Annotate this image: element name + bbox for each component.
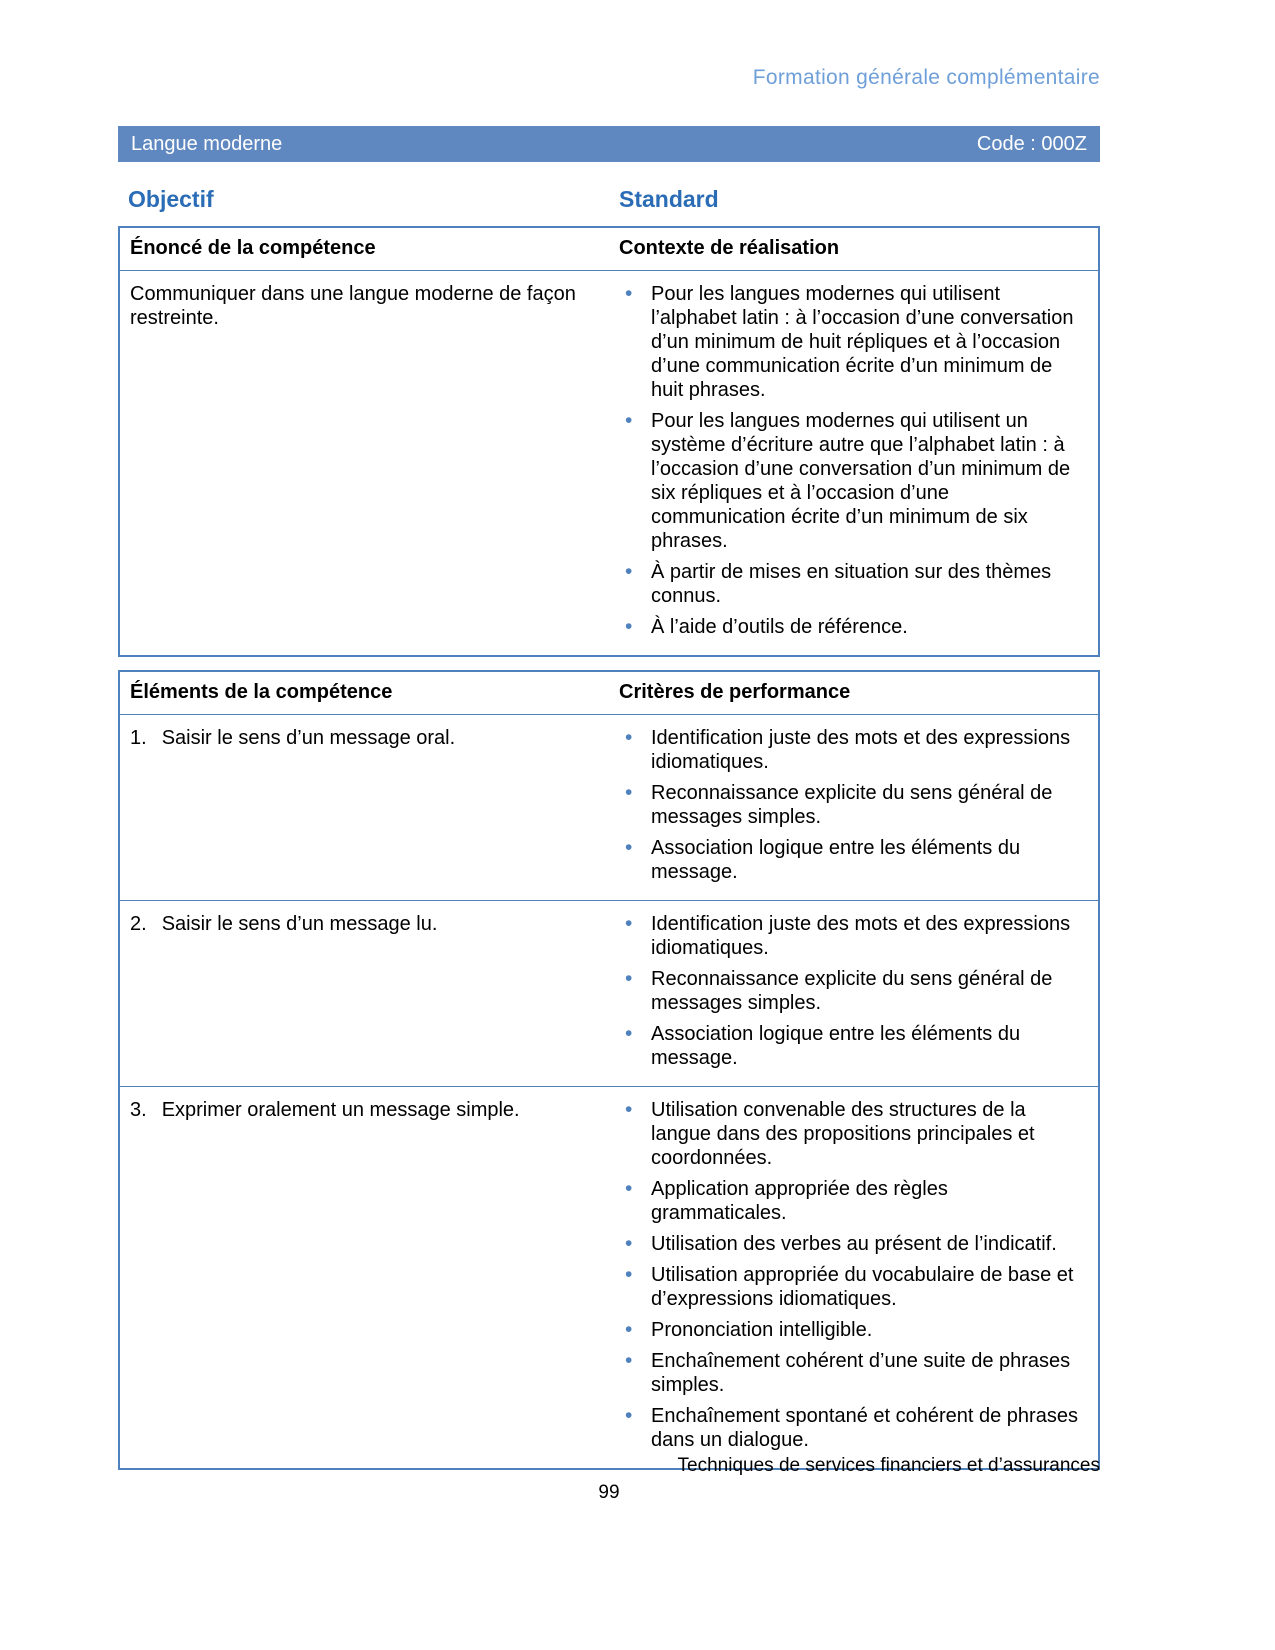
bullet-list xyxy=(619,726,1086,884)
bullet-item: • Reconnaissance explicite du sens général de messages simples. xyxy=(619,967,1086,1015)
competence-text: Saisir le sens d’un message oral. xyxy=(161,727,456,749)
page-number: 99 xyxy=(598,1482,620,1503)
banner-title: Langue moderne xyxy=(131,132,283,155)
bullet-list xyxy=(619,1098,1086,1452)
competence-cell xyxy=(119,1087,609,1470)
criteres-header: Critères de performance xyxy=(609,671,1099,715)
table-row xyxy=(119,715,1099,901)
table-row xyxy=(119,901,1099,1087)
competence-text: Exprimer oralement un message simple. xyxy=(161,1099,520,1121)
bullet-list xyxy=(619,282,1086,639)
bullet-item: • Prononciation intelligible. xyxy=(619,1318,1086,1342)
bullet-item: • Enchaînement cohérent d’une suite de phrases simples. xyxy=(619,1349,1086,1397)
header-title: Formation générale complémentaire xyxy=(752,66,1100,89)
contexte-header: Contexte de réalisation xyxy=(609,227,1099,271)
banner-code: Code : 000Z xyxy=(976,132,1087,155)
item-number: 3. xyxy=(130,1099,147,1121)
bullet-item: • Utilisation convenable des structures de la langue dans des propositions principales et coordonnées. xyxy=(619,1098,1086,1170)
section-banner xyxy=(118,126,1100,162)
bullet-item: • Reconnaissance explicite du sens général de messages simples. xyxy=(619,781,1086,829)
competence-text: Saisir le sens d’un message lu. xyxy=(161,913,438,935)
page-content xyxy=(118,0,1100,1470)
criteria-cell xyxy=(609,901,1099,1087)
table-header-row xyxy=(119,227,1099,271)
enonce-table xyxy=(118,226,1100,657)
table-header-row xyxy=(119,671,1099,715)
bullet-list xyxy=(619,912,1086,1070)
bullet-item: • Identification juste des mots et des expressions idiomatiques. xyxy=(619,726,1086,774)
bullet-item: • Application appropriée des règles grammaticales. xyxy=(619,1177,1086,1225)
bullet-item: • Identification juste des mots et des expressions idiomatiques. xyxy=(619,912,1086,960)
bullet-item: • Utilisation des verbes au présent de l’indicatif. xyxy=(619,1232,1086,1256)
bullet-item: • À l’aide d’outils de référence. xyxy=(619,615,1086,639)
elements-table xyxy=(118,670,1100,1470)
footer-text: Techniques de services financiers et d’assurances xyxy=(677,1455,1100,1476)
competence-cell xyxy=(119,715,609,901)
bullet-item: • Association logique entre les éléments du message. xyxy=(619,836,1086,884)
bullet-item: • Pour les langues modernes qui utilisent un système d’écriture autre que l’alphabet latin : à l’occasion d’une conversation d’un minimum de six répliques et à l’occasion d’une communication écrite d’un minimum de six phrases. xyxy=(619,409,1086,553)
standard-heading: Standard xyxy=(619,186,719,212)
competence-cell xyxy=(119,271,609,657)
column-headings xyxy=(118,186,1100,213)
numbered-item xyxy=(130,912,597,936)
numbered-item xyxy=(130,1098,597,1122)
bullet-item: • Utilisation appropriée du vocabulaire de base et d’expressions idiomatiques. xyxy=(619,1263,1086,1311)
bullet-item: • Association logique entre les éléments du message. xyxy=(619,1022,1086,1070)
competence-text: Communiquer dans une langue moderne de façon restreinte. xyxy=(130,283,576,329)
competence-cell xyxy=(119,901,609,1087)
bullet-item: • Enchaînement spontané et cohérent de phrases dans un dialogue. xyxy=(619,1404,1086,1452)
bullet-item: • Pour les langues modernes qui utilisent l’alphabet latin : à l’occasion d’une conversation d’un minimum de huit répliques et à l’occasion d’une communication écrite d’un minimum de huit phrases. xyxy=(619,282,1086,402)
table-row xyxy=(119,271,1099,657)
item-number: 1. xyxy=(130,727,147,749)
elements-header: Éléments de la compétence xyxy=(119,671,609,715)
document-header xyxy=(118,66,1100,90)
criteria-cell xyxy=(609,715,1099,901)
objectif-heading: Objectif xyxy=(128,186,214,212)
enonce-header: Énoncé de la compétence xyxy=(119,227,609,271)
table-row xyxy=(119,1087,1099,1470)
criteria-cell xyxy=(609,1087,1099,1470)
criteria-cell xyxy=(609,271,1099,657)
bullet-item: • À partir de mises en situation sur des thèmes connus. xyxy=(619,560,1086,608)
numbered-item xyxy=(130,726,597,750)
item-number: 2. xyxy=(130,913,147,935)
